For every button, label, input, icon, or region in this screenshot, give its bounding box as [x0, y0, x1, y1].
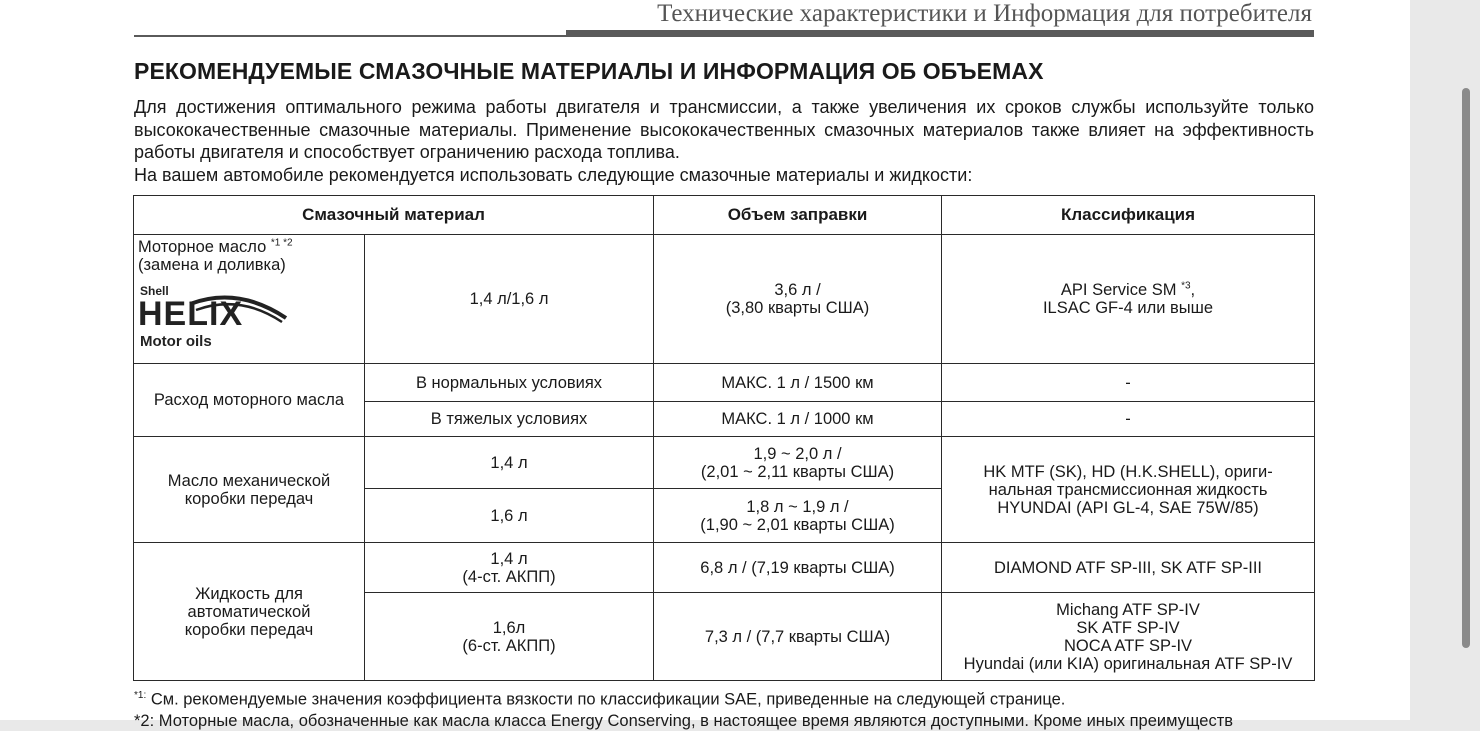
automatic-r2-engine-1: 1,6л [492, 618, 526, 637]
table-row [134, 437, 1315, 489]
automatic-label-1: Жидкость для [195, 584, 303, 603]
automatic-r2-engine [365, 593, 654, 681]
intro-paragraph-2: На вашем автомобиле рекомендуется использовать следующие смазочные материалы и жидкости: [134, 164, 973, 185]
automatic-label [134, 543, 365, 681]
manual-label [134, 437, 365, 543]
table-header-row [134, 196, 1315, 235]
page-header-title: Технические характеристики и Информация для потребителя [657, 0, 1312, 27]
engine-oil-class-footnote: *3 [1181, 280, 1191, 292]
manual-label-1: Масло механической [167, 471, 331, 490]
automatic-r2-volume: 7,3 л / (7,7 кварты США) [654, 593, 942, 681]
manual-r1-volume-1: 1,9 ~ 2,0 л / [753, 444, 842, 463]
footnote-1-text: См. рекомендуемые значения коэффициента вязкости по классификации SAE, приведенные на следующей странице. [150, 690, 1066, 709]
automatic-r2-class-2: SK ATF SP-IV [1076, 618, 1180, 637]
svg-text:HELIX: HELIX [138, 295, 244, 333]
consumption-heavy-value: МАКС. 1 л / 1000 км [654, 402, 942, 437]
intro-paragraph-1: Для достижения оптимального режима работы двигателя и трансмиссии, а также увеличения их сроков службы используйте только высококачественные смазочные материалы. Применение высококачественных смазочных материалов также влияет на эффективность работы двигателя и способствует ограничению расхода топлива. [134, 97, 1314, 162]
consumption-normal: В нормальных условиях [365, 364, 654, 402]
manual-r2-volume-1: 1,8 л ~ 1,9 л / [746, 497, 849, 516]
engine-oil-label-2: (замена и доливка) [138, 256, 286, 274]
section-title: РЕКОМЕНДУЕМЫЕ СМАЗОЧНЫЕ МАТЕРИАЛЫ И ИНФОРМАЦИЯ ОБ ОБЪЕМАХ [134, 58, 1044, 84]
footnote-1 [134, 690, 1065, 710]
engine-oil-label: Моторное масло [138, 238, 267, 256]
footnote-2: *2: Моторные масла, обозначенные как масла класса Energy Conserving, в настоящее время являются доступными. Кроме иных преимуществ [134, 712, 1234, 730]
manual-r2-volume [654, 489, 942, 543]
manual-class-3: HYUNDAI (API GL-4, SAE 75W/85) [997, 498, 1259, 517]
automatic-r2-class-1: Michang ATF SP-IV [1056, 600, 1200, 619]
engine-oil-class-2: ILSAC GF-4 или выше [1042, 299, 1214, 317]
svg-text:Motor oils: Motor oils [140, 333, 212, 350]
engine-oil-classification [942, 235, 1315, 364]
table-row [134, 364, 1315, 402]
manual-label-2: коробки передач [184, 489, 314, 508]
consumption-heavy-class: - [942, 402, 1315, 437]
lubricants-table [133, 195, 1315, 681]
manual-r1-engine: 1,4 л [365, 437, 654, 489]
engine-oil-class-comma: , [1190, 281, 1196, 299]
manual-r2-engine: 1,6 л [365, 489, 654, 543]
automatic-r1-engine [365, 543, 654, 593]
automatic-label-3: коробки передач [184, 620, 314, 639]
manual-r1-volume [654, 437, 942, 489]
manual-r1-volume-2: (2,01 ~ 2,11 кварты США) [700, 462, 895, 481]
vertical-scrollbar[interactable] [1462, 88, 1470, 648]
consumption-normal-class: - [942, 364, 1315, 402]
consumption-normal-value: МАКС. 1 л / 1500 км [654, 364, 942, 402]
automatic-r1-volume: 6,8 л / (7,19 кварты США) [654, 543, 942, 593]
engine-oil-cell [134, 235, 365, 364]
engine-oil-volume [654, 235, 942, 364]
engine-oil-volume-1: 3,6 л / [774, 281, 821, 299]
svg-text:Shell: Shell [140, 284, 169, 298]
automatic-r1-engine-2: (4-ст. АКПП) [462, 567, 556, 586]
header-rule [134, 35, 1314, 37]
automatic-r1-class: DIAMOND ATF SP-III, SK ATF SP-III [942, 543, 1315, 593]
manual-class-1: HK MTF (SK), HD (H.K.SHELL), ориги- [983, 462, 1273, 481]
automatic-r2-class [942, 593, 1315, 681]
header-volume: Объем заправки [654, 196, 942, 235]
consumption-heavy: В тяжелых условиях [365, 402, 654, 437]
header-classification: Классификация [942, 196, 1315, 235]
automatic-r1-engine-1: 1,4 л [490, 549, 528, 568]
automatic-label-2: автоматической [187, 602, 311, 621]
table-row [134, 543, 1315, 593]
engine-oil-volume-2: (3,80 кварты США) [725, 299, 870, 317]
shell-helix-logo [138, 282, 298, 350]
engine-oil-engines: 1,4 л/1,6 л [365, 235, 654, 364]
automatic-r2-class-3: NOCA ATF SP-IV [1063, 636, 1193, 655]
manual-r2-volume-2: (1,90 ~ 2,01 кварты США) [700, 515, 895, 534]
manual-class-2: нальная трансмиссионная жидкость [988, 480, 1268, 499]
footnote-1-mark: *1: [134, 690, 147, 701]
intro-text [134, 96, 1314, 186]
engine-oil-footnote-mark: *1 *2 [270, 237, 293, 249]
automatic-r2-engine-2: (6-ст. АКПП) [462, 636, 556, 655]
table-row [134, 235, 1315, 364]
manual-classification [942, 437, 1315, 543]
automatic-r2-class-4: Hyundai (или KIA) оригинальная ATF SP-IV [963, 654, 1293, 673]
consumption-label: Расход моторного масла [134, 364, 365, 437]
engine-oil-class-1: API Service SM [1060, 281, 1177, 299]
header-material: Смазочный материал [134, 196, 654, 235]
